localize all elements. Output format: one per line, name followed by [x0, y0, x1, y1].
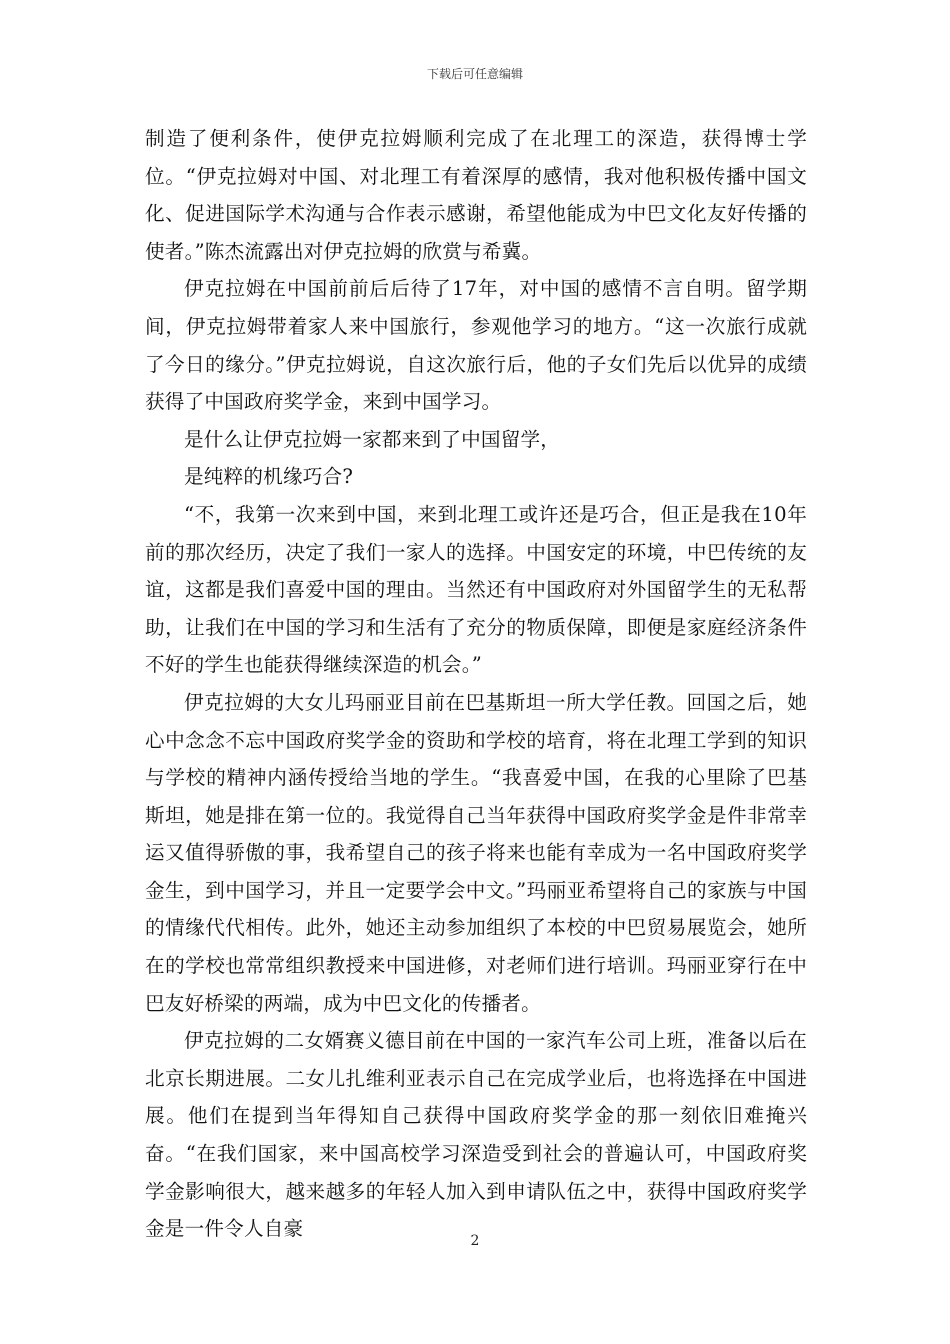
paragraph: 是纯粹的机缘巧合?: [184, 465, 354, 489]
paragraph: 伊克拉姆在中国前前后后待了17年，对中国的感情不言自明。留学期间，伊克拉姆带着家人来中国旅行，参观他学习的地方。“这一次旅行成就了今日的缘分。”伊克拉姆说，自这次旅行后，他的子女们先后以优异的成绩获得了中国政府奖学金，来到中国学习。: [145, 277, 807, 414]
paragraph-quote: “不，我第一次来到中国，来到北理工或许还是巧合，但正是我在10年前的那次经历，决定了我们一家人的选择。中国安定的环境，中巴传统的友谊，这都是我们喜爱中国的理由。当然还有中国政府对外国留学生的无私帮助，让我们在中国的学习和生活有了充分的物质保障，即便是家庭经济条件不好的学生也能获得继续深造的机会。”: [145, 502, 807, 677]
paragraph: 伊克拉姆的大女儿玛丽亚目前在巴基斯坦一所大学任教。回国之后，她心中念念不忘中国政府奖学金的资助和学校的培育，将在北理工学到的知识与学校的精神内涵传授给当地的学生。“我喜爱中国，在我的心里除了巴基斯坦，她是排在第一位的。我觉得自己当年获得中国政府奖学金是件非常幸运又值得骄傲的事，我希望自己的孩子将来也能有幸成为一名中国政府奖学金生，到中国学习，并且一定要学会中文。”玛丽亚希望将自己的家族与中国的情缘代代相传。此外，她还主动参加组织了本校的中巴贸易展览会，她所在的学校也常常组织教授来中国进修，对老师们进行培训。玛丽亚穿行在中巴友好桥梁的两端，成为中巴文化的传播者。: [145, 690, 807, 1015]
page-number: 2: [470, 1233, 480, 1249]
paragraph: 伊克拉姆的二女婿赛义德目前在中国的一家汽车公司上班，准备以后在北京长期进展。二女儿扎维利亚表示自己在完成学业后，也将选择在中国进展。他们在提到当年得知自己获得中国政府奖学金的那一刻依旧难掩兴奋。“在我们国家，来中国高校学习深造受到社会的普遍认可，中国政府奖学金影响很大，越来越多的年轻人加入到申请队伍之中，获得中国政府奖学金是一件令人自豪: [145, 1029, 807, 1241]
paragraph: 是什么让伊克拉姆一家都来到了中国留学，: [184, 427, 561, 451]
page-header: 下载后可任意编辑: [426, 67, 523, 81]
document-body: [145, 120, 807, 1248]
paragraph-continuation: 制造了便利条件，使伊克拉姆顺利完成了在北理工的深造，获得博士学位。“伊克拉姆对中国、对北理工有着深厚的感情，我对他积极传播中国文化、促进国际学术沟通与合作表示感谢，希望他能成为中巴文化友好传播的使者。”陈杰流露出对伊克拉姆的欣赏与希冀。: [145, 127, 807, 263]
